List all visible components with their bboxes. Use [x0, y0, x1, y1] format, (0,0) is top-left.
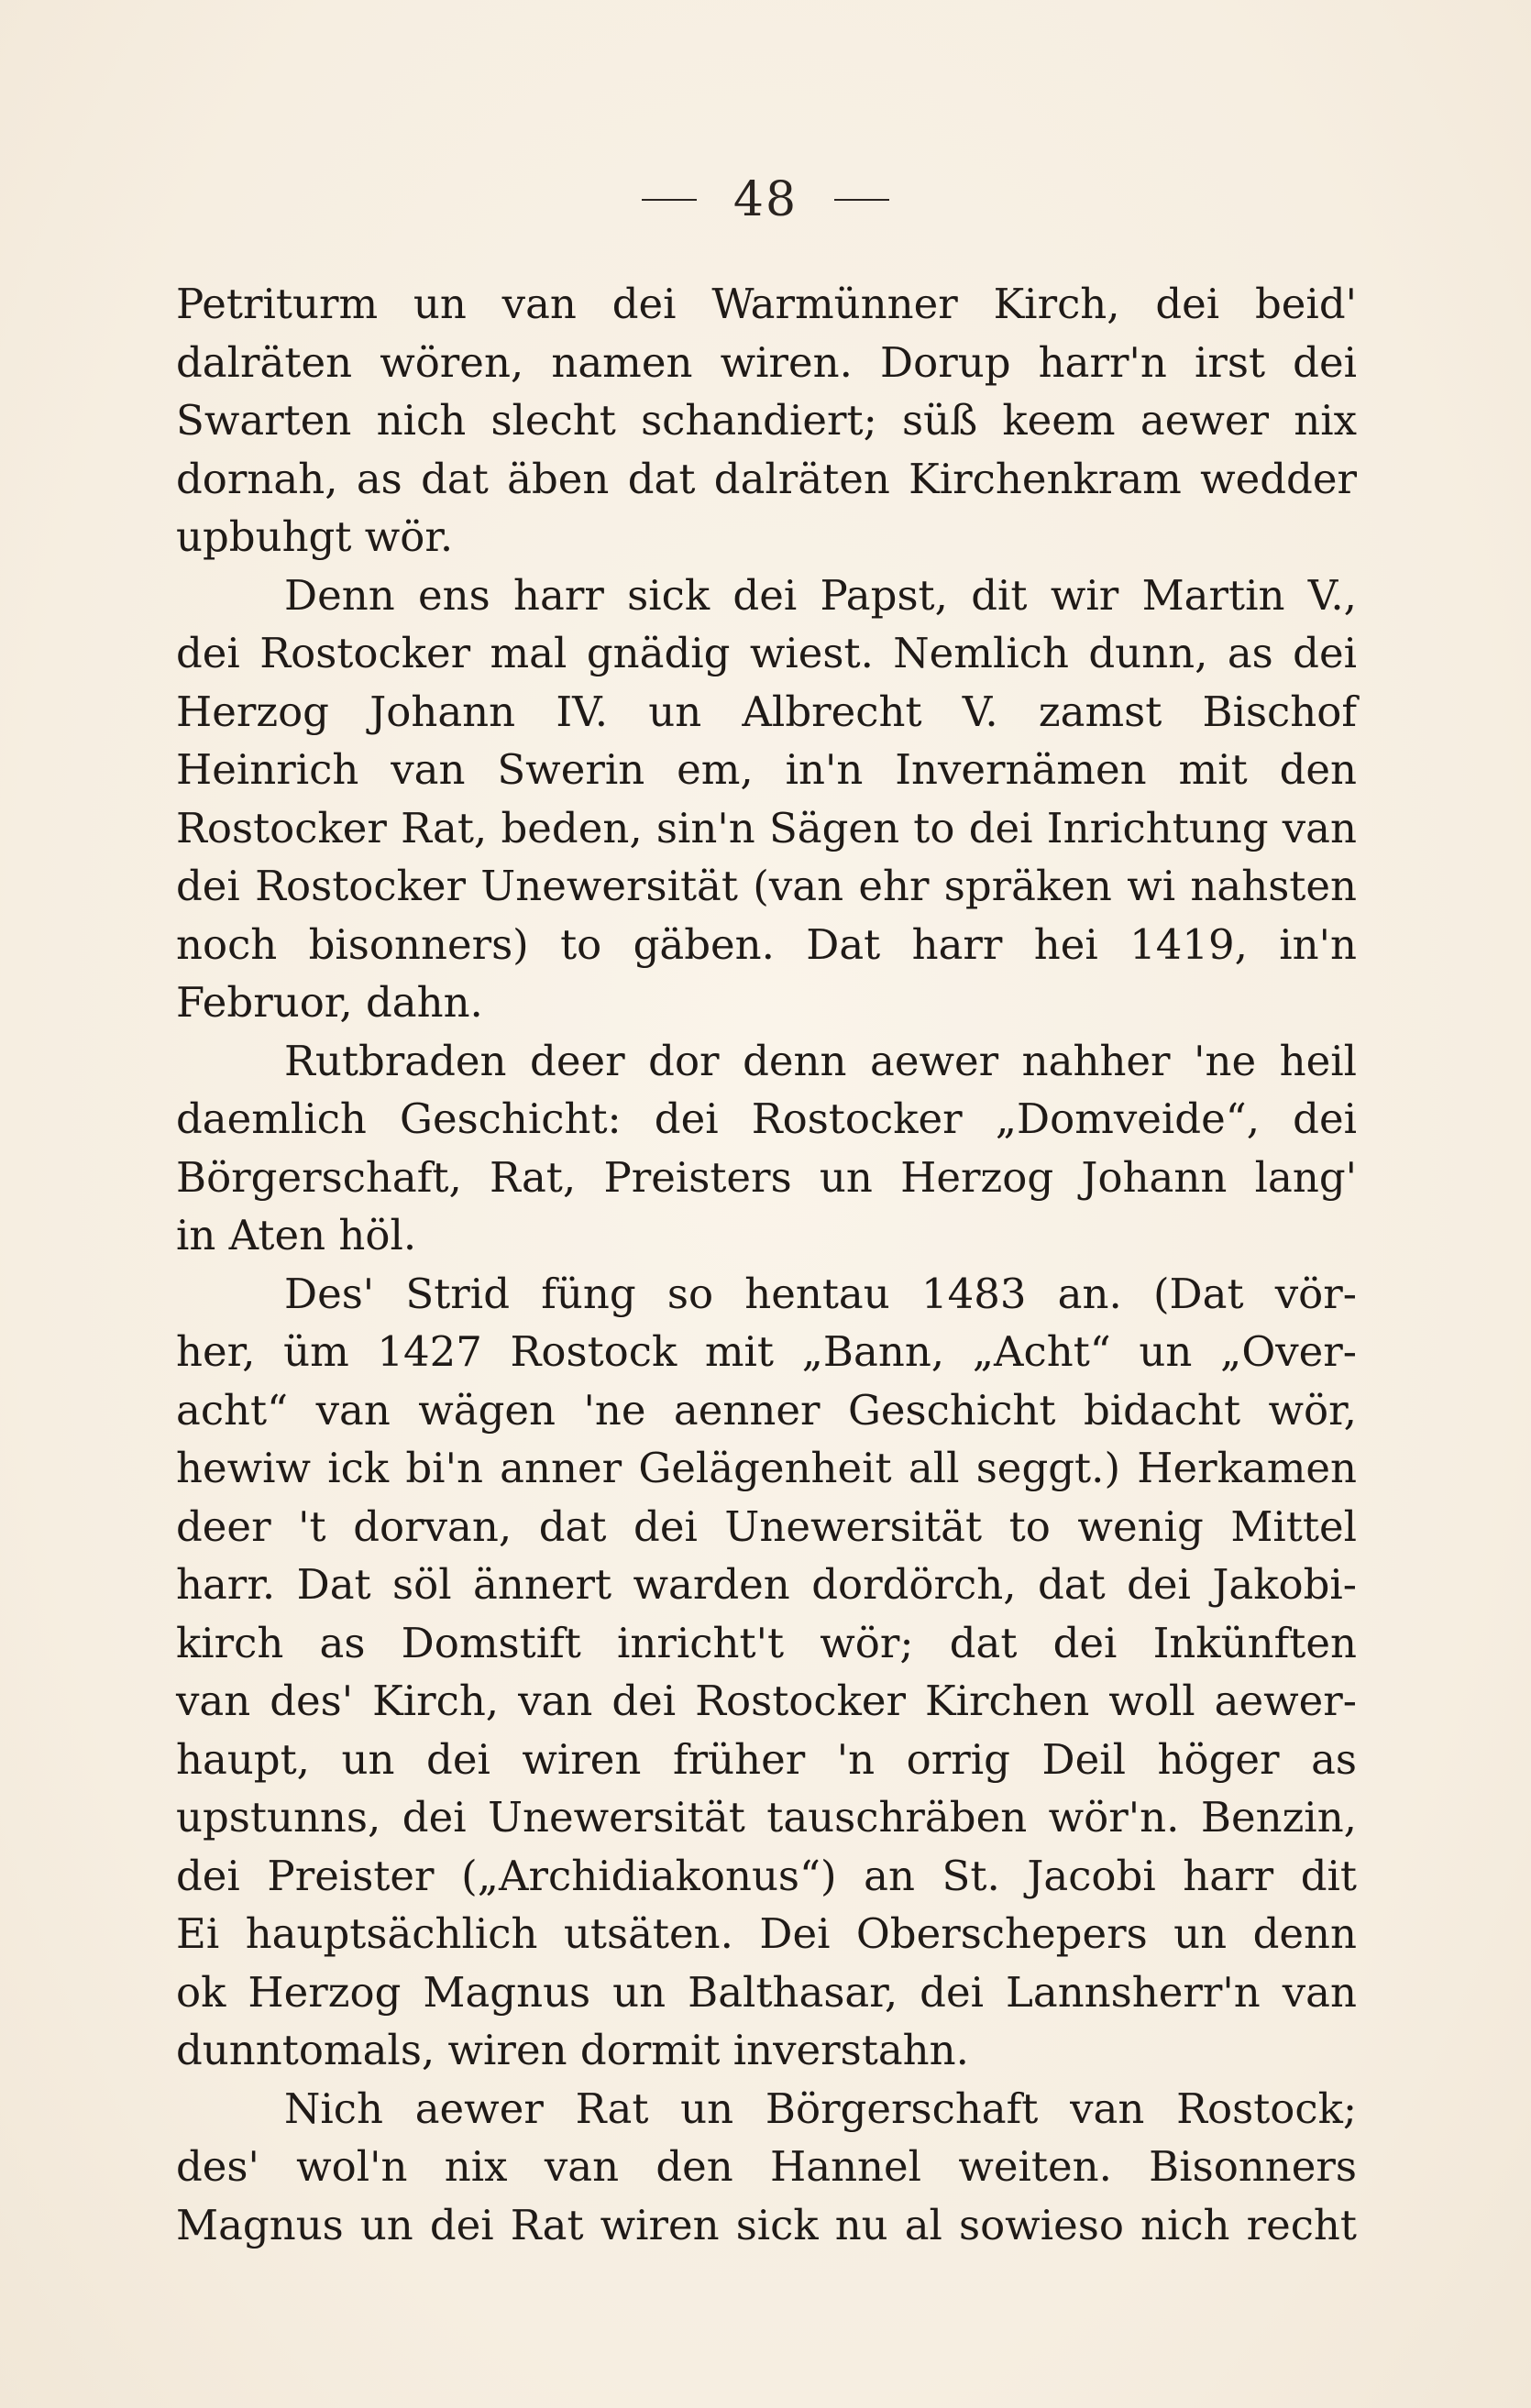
text-line: Börgerschaft, Rat, Preisters un Herzog Johann lang' [176, 1152, 1357, 1202]
right-dash [834, 199, 889, 201]
left-dash [642, 199, 697, 201]
body-text [176, 275, 1357, 2254]
text-line: Magnus un dei Rat wiren sick nu al sowieso nich recht [176, 2200, 1357, 2249]
text-line: dornah, as dat äben dat dalräten Kirchenkram wedder [176, 454, 1357, 503]
text-line: acht“ van wägen 'ne aenner Geschicht bidacht wör, [176, 1385, 1357, 1435]
text-line: her, üm 1427 Rostock mit „Bann, „Acht“ un „Over- [176, 1327, 1357, 1376]
text-line: Ei hauptsächlich utsäten. Dei Oberschepers un denn [176, 1909, 1357, 1958]
text-line: Rostocker Rat, beden, sin'n Sägen to dei Inrichtung van [176, 803, 1357, 852]
text-line: Denn ens harr sick dei Papst, dit wir Martin V., [284, 570, 1357, 620]
page-number: 48 [732, 172, 799, 227]
text-line: haupt, un dei wiren früher 'n orrig Deil höger as [176, 1734, 1357, 1784]
text-line: Nich aewer Rat un Börgerschaft van Rostock; [284, 2084, 1357, 2133]
text-line: upbuhgt wör. [176, 512, 454, 561]
text-line: dunntomals, wiren dormit inverstahn. [176, 2026, 969, 2074]
text-line: dei Rostocker Unewersität (van ehr spräken wi nahsten [176, 862, 1357, 910]
text-line: ok Herzog Magnus un Balthasar, dei Lannsherr'n van [176, 1967, 1357, 2017]
text-line: dei Preister („Archidiakonus“) an St. Jacobi harr dit [176, 1851, 1357, 1900]
text-line: Petriturm un van dei Warmünner Kirch, dei beid' [176, 280, 1357, 328]
page-number-header [0, 172, 1531, 227]
text-line: noch bisonners) to gäben. Dat harr hei 1419, in'n [176, 919, 1357, 969]
text-line: des' wol'n nix van den Hannel weiten. Bisonners [176, 2142, 1357, 2191]
text-line: Swarten nich slecht schandiert; süß keem aewer nix [176, 396, 1357, 445]
text-line: Rutbraden deer dor denn aewer nahher 'ne heil [284, 1036, 1357, 1085]
text-line: daemlich Geschicht: dei Rostocker „Domveide“, dei [176, 1094, 1357, 1143]
text-line: in Aten höl. [176, 1211, 417, 1259]
text-line: harr. Dat söl ännert warden dordörch, dat dei Jakobi- [176, 1560, 1357, 1609]
text-line: kirch as Domstift inricht't wör; dat dei Inkünften [176, 1618, 1357, 1667]
text-line: hewiw ick bi'n anner Gelägenheit all seggt.) Herkamen [176, 1444, 1357, 1492]
text-line: Herzog Johann IV. un Albrecht V. zamst Bischof [176, 687, 1357, 736]
text-line: van des' Kirch, van dei Rostocker Kirchen woll aewer- [176, 1677, 1357, 1725]
text-line: Des' Strid füng so hentau 1483 an. (Dat vör- [284, 1269, 1357, 1318]
text-line: Heinrich van Swerin em, in'n Invernämen mit den [176, 745, 1357, 794]
text-line: upstunns, dei Unewersität tauschräben wör'n. Benzin, [176, 1793, 1357, 1842]
text-line: Februor, dahn. [176, 978, 483, 1027]
text-line: dalräten wören, namen wiren. Dorup harr'n irst dei [176, 337, 1357, 387]
text-line: dei Rostocker mal gnädig wiest. Nemlich dunn, as dei [176, 629, 1357, 677]
text-line: deer 't dorvan, dat dei Unewersität to wenig Mittel [176, 1501, 1357, 1551]
